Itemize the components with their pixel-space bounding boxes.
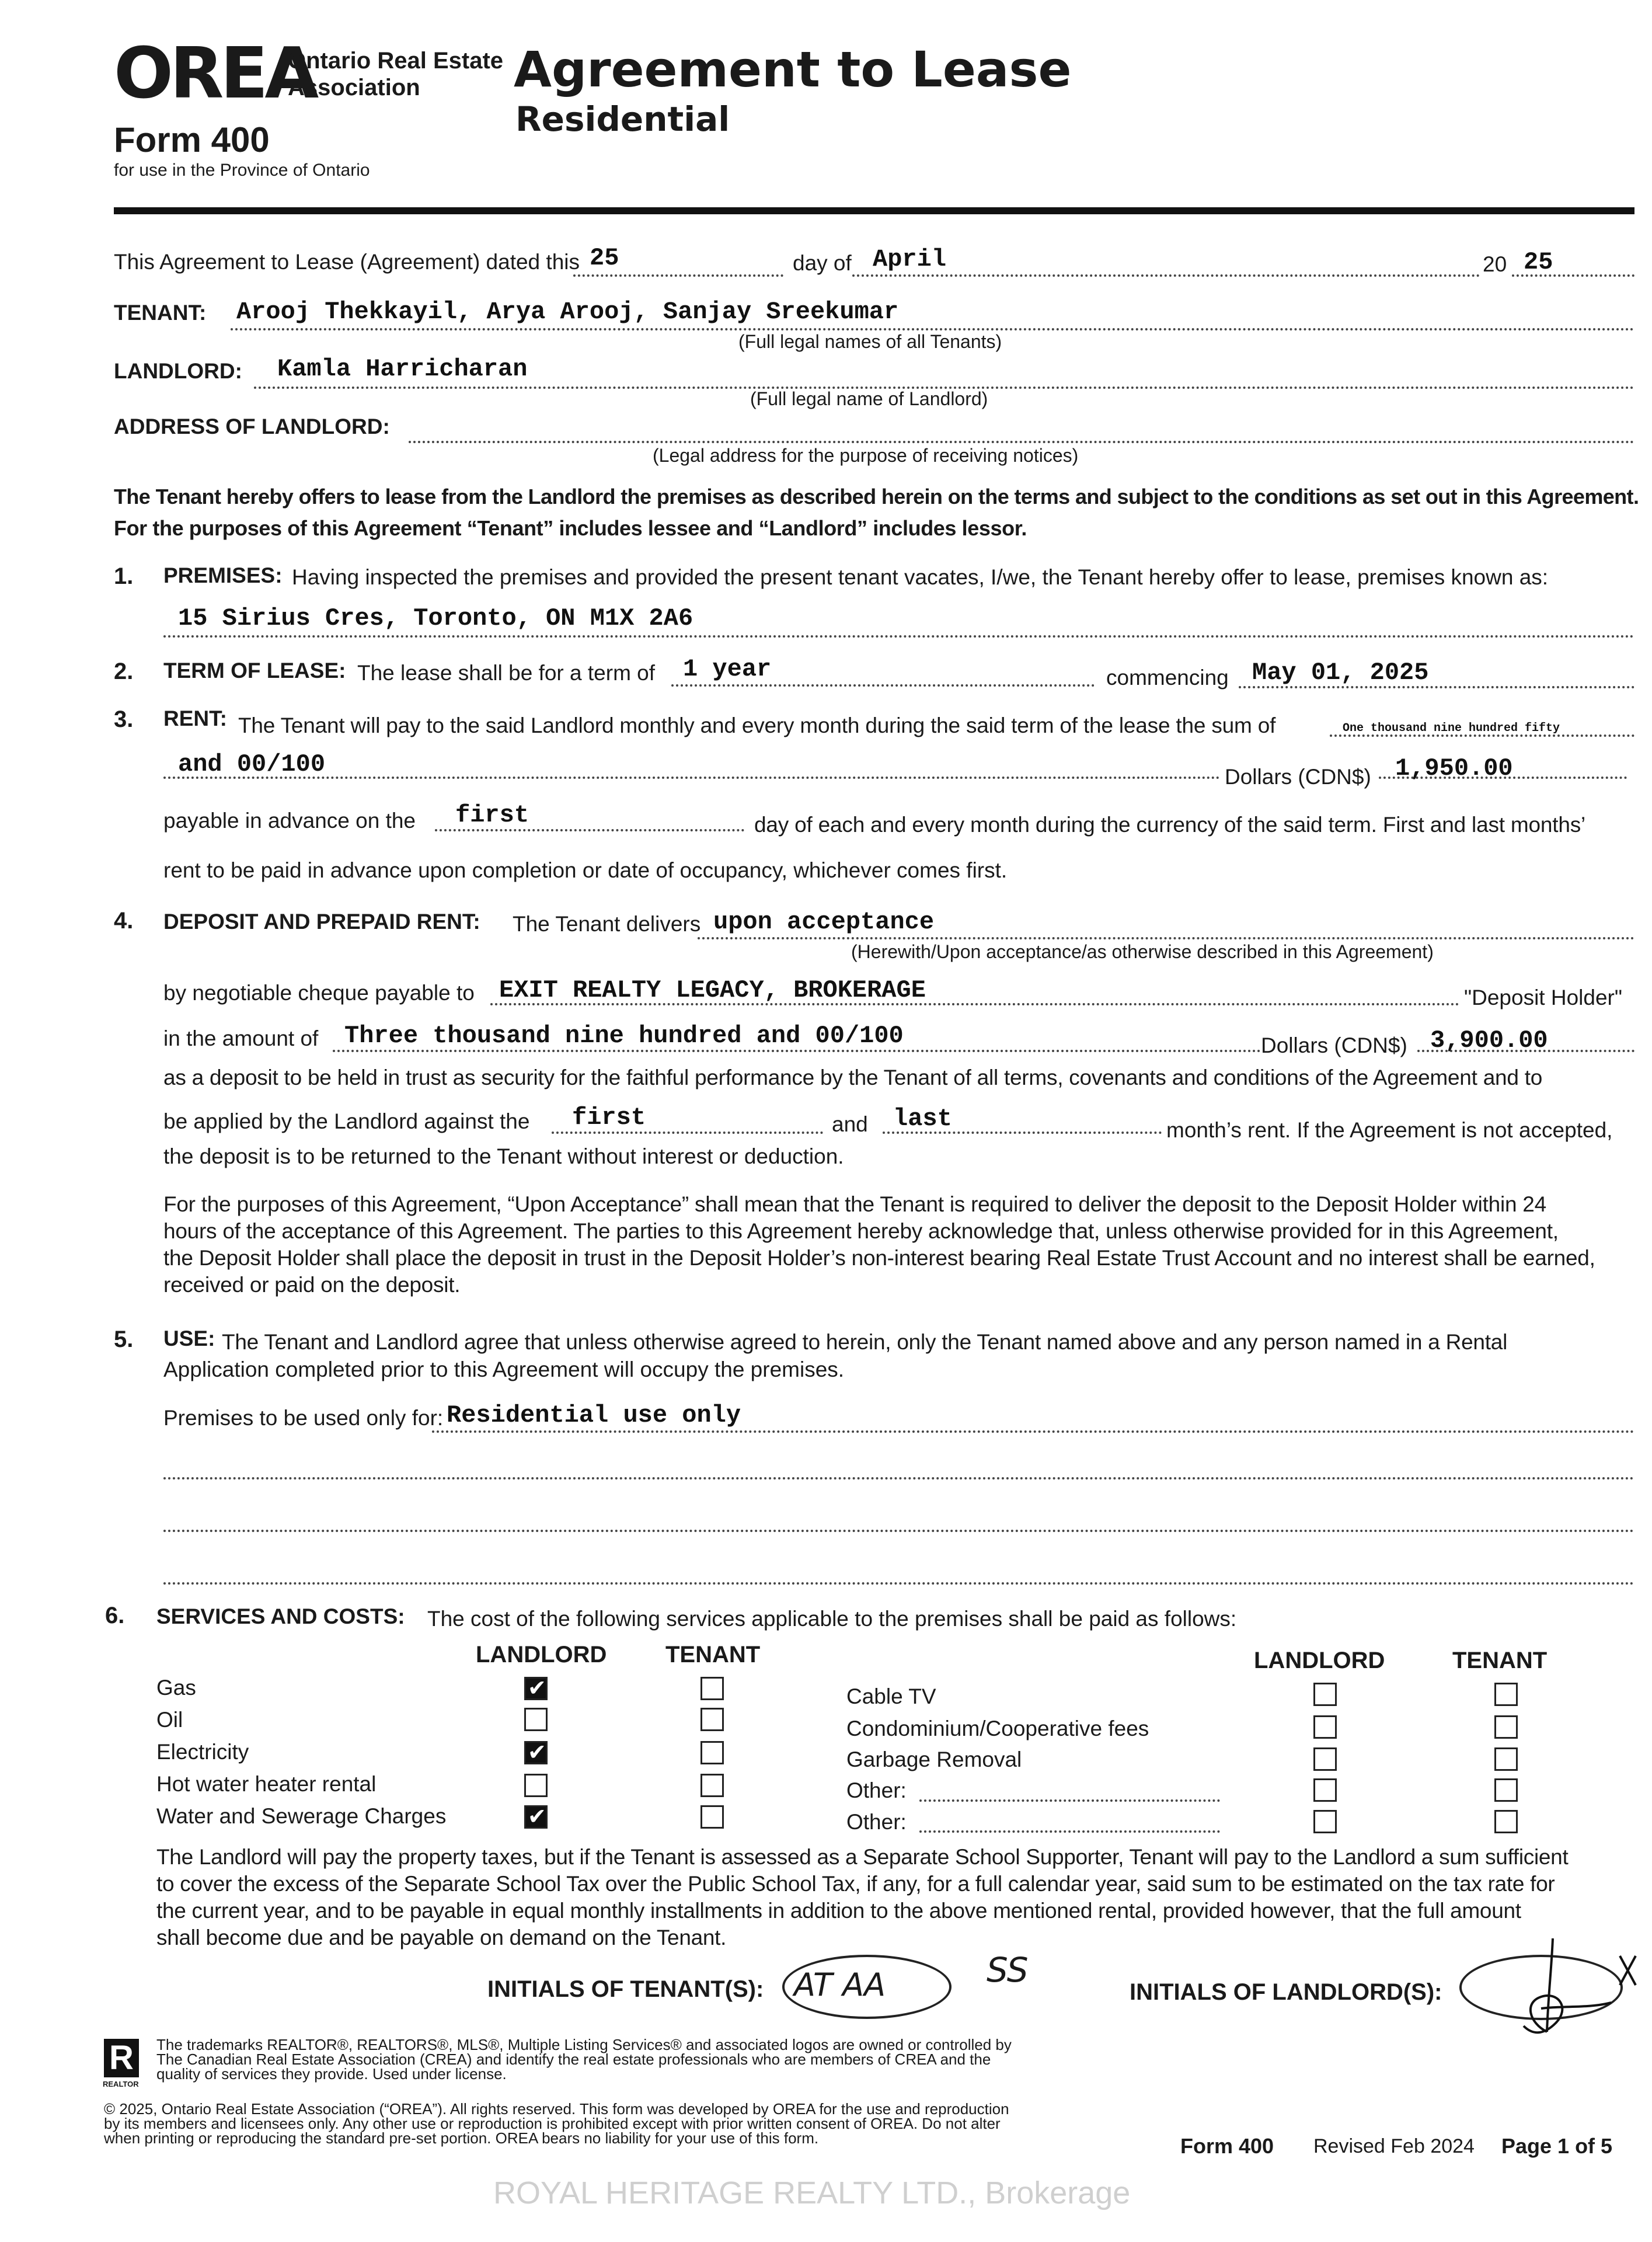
s6-text: The cost of the following services applicable to the premises shall be paid as follows:: [427, 1607, 1237, 1631]
condo-tenant-checkbox[interactable]: [1494, 1715, 1518, 1739]
water-landlord-checkbox[interactable]: [524, 1805, 548, 1829]
use-label: Premises to be used only for:: [163, 1406, 444, 1430]
form-title: Agreement to Lease: [514, 41, 1072, 98]
footer-form-number: Form 400: [1180, 2134, 1274, 2158]
s5-text-line1: The Tenant and Landlord agree that unless otherwise agreed to herein, only the Tenant named above and any person named in a Rental: [222, 1330, 1508, 1354]
province-note: for use in the Province of Ontario: [114, 161, 370, 180]
payable-day-line: [435, 829, 744, 831]
deposit-amount[interactable]: 3,900.00: [1430, 1026, 1548, 1054]
service-condo-label: Condominium/Cooperative fees: [846, 1717, 1149, 1740]
use-blank-line-3: [163, 1582, 1634, 1585]
s5-heading: USE:: [163, 1327, 215, 1350]
service-gas-label: Gas: [156, 1676, 196, 1700]
s1-number: 1.: [114, 563, 134, 589]
other2-line: [919, 1830, 1220, 1833]
electricity-tenant-checkbox[interactable]: [700, 1741, 724, 1764]
tenant-line: [231, 328, 1634, 330]
hot-water-landlord-checkbox[interactable]: [524, 1774, 548, 1797]
s4-text: The Tenant delivers: [513, 912, 701, 936]
payable-text: day of each and every month during the currency of the said term. First and last months’: [754, 813, 1586, 837]
copyright-notice: [104, 2102, 1009, 2146]
lease-term[interactable]: 1 year: [683, 655, 772, 683]
landlord-initials-label: INITIALS OF LANDLORD(S):: [1130, 1979, 1442, 2005]
oil-tenant-checkbox[interactable]: [700, 1708, 724, 1731]
delivery-line: [698, 937, 1634, 939]
brokerage-watermark: ROYAL HERITAGE REALTY LTD., Brokerage: [493, 2175, 1131, 2210]
trademark-line3: quality of services they provide. Used under license.: [156, 2065, 507, 2083]
offer-para-line1: The Tenant hereby offers to lease from the Landlord the premises as described herein on the terms and subject to the conditions as set out in this Agreement.: [114, 485, 1639, 509]
tenant-initials-handwritten: AT AA: [794, 1966, 886, 2003]
other2-tenant-checkbox[interactable]: [1494, 1810, 1518, 1833]
s6-number: 6.: [105, 1603, 125, 1628]
year-prefix: 20: [1483, 252, 1507, 276]
commencing-label: commencing: [1106, 666, 1229, 690]
dated-label: This Agreement to Lease (Agreement) dated this: [114, 250, 580, 274]
association-name-line1: Ontario Real Estate: [288, 48, 504, 74]
cable-landlord-checkbox[interactable]: [1313, 1683, 1337, 1706]
tax-para-line3: the current year, and to be payable in equal monthly installments in addition to the above mentioned rental, provided however, that the full amount: [156, 1899, 1521, 1923]
applied-first-line: [552, 1132, 823, 1134]
tax-para-line1: The Landlord will pay the property taxes, but if the Tenant is assessed as a Separate School Supporter, Tenant will pay to the Landlord a sum sufficient: [156, 1845, 1569, 1869]
premises-line: [163, 635, 1634, 638]
applied-label: be applied by the Landlord against the: [163, 1109, 530, 1133]
trademark-line2: The Canadian Real Estate Association (CREA) and identify the real estate professionals who are members of CREA and the: [156, 2050, 991, 2068]
right-col-landlord: LANDLORD: [1254, 1648, 1385, 1673]
service-water-label: Water and Sewerage Charges: [156, 1804, 447, 1828]
service-cable-label: Cable TV: [846, 1684, 936, 1708]
service-oil-label: Oil: [156, 1708, 183, 1732]
acceptance-para: [163, 1191, 1640, 1298]
rent-amount-words-cont[interactable]: and 00/100: [178, 750, 326, 778]
footer-revised: Revised Feb 2024: [1313, 2135, 1475, 2157]
tax-para-line4: shall become due and be payable on demand on the Tenant.: [156, 1926, 727, 1949]
term-line: [671, 684, 1095, 687]
orea-logo: OREA: [114, 33, 316, 114]
landlord-caption: (Full legal name of Landlord): [750, 388, 988, 409]
form-subtitle: Residential: [515, 99, 730, 139]
deposit-amount-words[interactable]: Three thousand nine hundred and 00/100: [344, 1022, 904, 1050]
tax-para-line2: to cover the excess of the Separate School Tax over the Public School Tax, if any, for a full calendar year, said sum to be estimated on the tax rate for: [156, 1872, 1555, 1896]
deposit-dollars-label: Dollars (CDN$): [1261, 1033, 1407, 1057]
garbage-landlord-checkbox[interactable]: [1313, 1747, 1337, 1771]
realtor-logo-letter: R: [109, 2039, 134, 2077]
and-label: and: [832, 1112, 868, 1136]
tax-para: [156, 1844, 1639, 1951]
premises-address[interactable]: 15 Sirius Cres, Toronto, ON M1X 2A6: [178, 604, 693, 632]
footer-page-number: Page 1 of 5: [1501, 2134, 1613, 2158]
deposit-words-line: [333, 1050, 1261, 1052]
use-blank-line-2: [163, 1530, 1634, 1532]
returned-text: the deposit is to be returned to the Tenant without interest or deduction.: [163, 1144, 844, 1168]
applied-last[interactable]: last: [893, 1105, 952, 1133]
service-other1-label: Other:: [846, 1778, 907, 1802]
form-number: Form 400: [114, 120, 270, 159]
landlord-signature-mark: [1483, 1921, 1646, 2049]
other1-tenant-checkbox[interactable]: [1494, 1778, 1518, 1802]
left-col-landlord: LANDLORD: [476, 1642, 607, 1667]
gas-tenant-checkbox[interactable]: [700, 1677, 724, 1700]
trademark-notice: [156, 2038, 1012, 2081]
landlord-name[interactable]: Kamla Harricharan: [277, 355, 528, 383]
s2-text: The lease shall be for a term of: [357, 661, 656, 685]
realtor-logo: [104, 2039, 139, 2077]
deposit-payee[interactable]: EXIT REALTY LEGACY, BROKERAGE: [499, 976, 926, 1004]
address-label: ADDRESS OF LANDLORD:: [114, 415, 390, 438]
s1-text: Having inspected the premises and provided the present tenant vacates, I/we, the Tenant hereby offer to lease, premises known as:: [292, 565, 1549, 589]
service-other2-label: Other:: [846, 1810, 907, 1834]
address-line: [409, 441, 1634, 443]
trust-text: as a deposit to be held in trust as security for the faithful performance by the Tenant of all terms, covenants and conditions of the Agreement and to: [163, 1066, 1543, 1089]
cheque-label: by negotiable cheque payable to: [163, 981, 475, 1005]
day-of-label: day of: [793, 251, 852, 275]
dated-day[interactable]: 25: [590, 244, 619, 272]
tenant-caption: (Full legal names of all Tenants): [738, 331, 1002, 352]
condo-landlord-checkbox[interactable]: [1313, 1715, 1337, 1739]
s3-number: 3.: [114, 706, 134, 732]
offer-para-line2: For the purposes of this Agreement “Tenant” includes lessee and “Landlord” includes lessor.: [114, 516, 1027, 540]
payable-day[interactable]: first: [455, 801, 529, 829]
hot-water-tenant-checkbox[interactable]: [700, 1774, 724, 1797]
month-line: [852, 274, 1480, 277]
other1-landlord-checkbox[interactable]: [1313, 1778, 1337, 1802]
landlord-label: LANDLORD:: [114, 359, 242, 383]
month-rent-text: month’s rent. If the Agreement is not accepted,: [1166, 1118, 1613, 1142]
dated-month[interactable]: April: [873, 245, 947, 273]
delivery-caption: (Herewith/Upon acceptance/as otherwise described in this Agreement): [851, 941, 1434, 962]
premises-use[interactable]: Residential use only: [447, 1401, 741, 1429]
address-caption: (Legal address for the purpose of receiving notices): [653, 445, 1079, 466]
association-name-line2: Association: [288, 75, 420, 100]
commencing-date[interactable]: May 01, 2025: [1252, 659, 1429, 687]
service-hot-water-label: Hot water heater rental: [156, 1772, 377, 1796]
electricity-landlord-checkbox[interactable]: [524, 1741, 548, 1764]
rent-dollars-label: Dollars (CDN$): [1225, 765, 1371, 789]
s6-heading: SERVICES AND COSTS:: [156, 1604, 405, 1628]
s3-heading: RENT:: [163, 706, 227, 730]
other2-landlord-checkbox[interactable]: [1313, 1810, 1337, 1833]
garbage-tenant-checkbox[interactable]: [1494, 1747, 1518, 1771]
service-garbage-label: Garbage Removal: [846, 1747, 1022, 1771]
water-tenant-checkbox[interactable]: [700, 1805, 724, 1829]
tenant-label: TENANT:: [114, 301, 207, 325]
tenant-initials-handwritten-2: SS: [987, 1950, 1029, 1990]
tenant-names[interactable]: Arooj Thekkayil, Arya Arooj, Sanjay Sreekumar: [236, 298, 899, 326]
other1-line: [919, 1799, 1220, 1802]
use-line: [432, 1430, 1634, 1433]
acceptance-para-line4: received or paid on the deposit.: [163, 1273, 461, 1297]
payable-label: payable in advance on the: [163, 809, 416, 833]
left-col-tenant: TENANT: [665, 1642, 761, 1667]
acceptance-para-line1: For the purposes of this Agreement, “Upon Acceptance” shall mean that the Tenant is required to deliver the deposit to the Deposit Holder within 24: [163, 1192, 1546, 1216]
service-electricity-label: Electricity: [156, 1740, 249, 1764]
gas-landlord-checkbox[interactable]: [524, 1677, 548, 1700]
s2-heading: TERM OF LEASE:: [163, 659, 346, 683]
oil-landlord-checkbox[interactable]: [524, 1708, 548, 1731]
dated-day-line: [573, 274, 783, 277]
acceptance-para-line2: hours of the acceptance of this Agreement. The parties to this Agreement hereby acknowledge that, unless otherwise provided for in this Agreement,: [163, 1219, 1559, 1243]
rent-amount[interactable]: 1,950.00: [1395, 754, 1513, 782]
s5-number: 5.: [114, 1327, 134, 1352]
s5-text-line2: Application completed prior to this Agreement will occupy the premises.: [163, 1357, 845, 1381]
copyright-line2: by its members and licensees only. Any other use or reproduction is prohibited except with prior written consent of OREA. Do not alter: [104, 2115, 1001, 2132]
s4-heading: DEPOSIT AND PREPAID RENT:: [163, 910, 480, 934]
s2-number: 2.: [114, 659, 134, 684]
header-rule: [114, 207, 1634, 214]
deposit-amount-label: in the amount of: [163, 1026, 319, 1050]
acceptance-para-line3: the Deposit Holder shall place the deposit in trust in the Deposit Holder’s non-interest bearing Real Estate Trust Account and no interest shall be earned,: [163, 1246, 1595, 1270]
deposit-holder-label: "Deposit Holder": [1464, 986, 1622, 1009]
cable-tenant-checkbox[interactable]: [1494, 1683, 1518, 1706]
s4-number: 4.: [114, 908, 134, 934]
s3-text: The Tenant will pay to the said Landlord monthly and every month during the said term of the lease the sum of: [238, 713, 1276, 737]
rent-advance-text: rent to be paid in advance upon completion or date of occupancy, whichever comes first.: [163, 858, 1008, 882]
deposit-delivery[interactable]: upon acceptance: [713, 908, 935, 936]
s1-heading: PREMISES:: [163, 563, 283, 587]
use-blank-line-1: [163, 1477, 1634, 1479]
copyright-line3: when printing or reproducing the standard pre-set portion. OREA bears no liability for your use of this form.: [104, 2129, 819, 2147]
year-suffix[interactable]: 25: [1524, 248, 1553, 276]
trademark-line1: The trademarks REALTOR®, REALTORS®, MLS®, Multiple Listing Services® and associated logos are owned or controlled by: [156, 2036, 1012, 2053]
right-col-tenant: TENANT: [1452, 1648, 1548, 1673]
tenant-initials-label: INITIALS OF TENANT(S):: [487, 1976, 764, 2002]
copyright-line1: © 2025, Ontario Real Estate Association (“OREA”). All rights reserved. This form was developed by OREA for the use and reproduction: [104, 2100, 1009, 2118]
rent-amount-words[interactable]: One thousand nine hundred fifty: [1343, 722, 1560, 735]
applied-first[interactable]: first: [572, 1103, 646, 1132]
realtor-logo-word: REALTOR: [103, 2080, 139, 2088]
